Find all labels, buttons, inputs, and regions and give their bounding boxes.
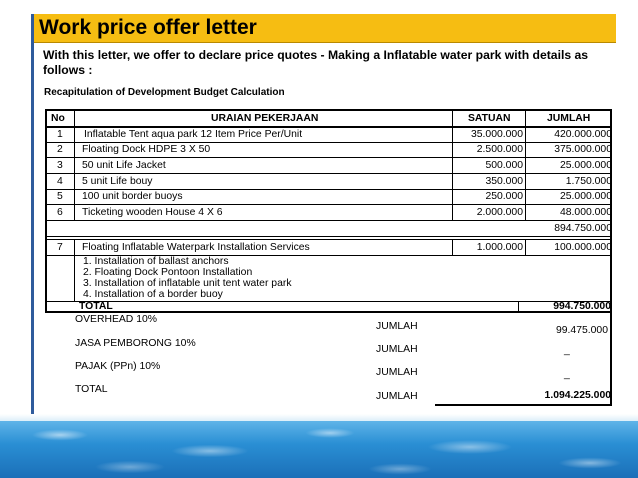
summary-label: PAJAK (PPn) 10%	[75, 361, 161, 372]
row-description: Floating Inflatable Waterpark Installation Services	[82, 242, 310, 253]
row-amount: 25.000.000	[559, 160, 612, 171]
row-unit-price: 2.500.000	[476, 144, 523, 155]
row-description: 5 unit Life bouy	[82, 176, 153, 187]
summary-label: OVERHEAD 10%	[75, 314, 157, 325]
row-amount: 1.750.000	[565, 176, 612, 187]
installation-item: 3. Installation of inflatable unit tent water park	[83, 278, 292, 289]
row-description: Ticketing wooden House 4 X 6	[82, 207, 223, 218]
row-description: 50 unit Life Jacket	[82, 160, 166, 171]
page-title: Work price offer letter	[39, 16, 257, 39]
intro-text: With this letter, we offer to declare price quotes - Making a Inflatable water park with details as follows :	[43, 48, 589, 77]
summary-jumlah: JUMLAH	[376, 321, 418, 332]
header-amount: JUMLAH	[547, 113, 591, 124]
header-unit-price: SATUAN	[468, 113, 511, 124]
row-amount: 48.000.000	[559, 207, 612, 218]
row-amount: 25.000.000	[559, 191, 612, 202]
summary-jumlah: JUMLAH	[376, 391, 418, 402]
header-description: URAIAN PEKERJAAN	[211, 113, 319, 124]
row-amount: 375.000.000	[554, 144, 612, 155]
row-unit-price: 35.000.000	[470, 129, 523, 140]
summary-jumlah: JUMLAH	[376, 367, 418, 378]
header-no: No	[51, 113, 65, 124]
row-unit-price: 1.000.000	[476, 242, 523, 253]
row-description: Inflatable Tent aqua park 12 Item Price Per/Unit	[84, 129, 303, 140]
installation-item: 1. Installation of ballast anchors	[83, 256, 229, 267]
row-amount: 100.000.000	[554, 242, 612, 253]
row-description: 100 unit border buoys	[82, 191, 183, 202]
summary-value: 99.475.000	[555, 325, 608, 336]
summary-label: TOTAL	[75, 384, 108, 395]
row-unit-price: 250.000	[485, 191, 523, 202]
row-no: 1	[57, 129, 63, 140]
row-no: 7	[57, 242, 63, 253]
summary-value: _	[564, 369, 570, 380]
subtotal-amount: 894.750.000	[554, 223, 612, 234]
water-background	[0, 421, 638, 478]
row-no: 4	[57, 176, 63, 187]
budget-table	[45, 109, 613, 412]
row-unit-price: 500.000	[485, 160, 523, 171]
summary-jumlah: JUMLAH	[376, 344, 418, 355]
total-label: TOTAL	[79, 301, 113, 312]
row-no: 6	[57, 207, 63, 218]
row-unit-price: 350.000	[485, 176, 523, 187]
summary-label: JASA PEMBORONG 10%	[75, 338, 196, 349]
summary-value: _	[564, 345, 570, 356]
installation-item: 2. Floating Dock Pontoon Installation	[83, 267, 253, 278]
row-description: Floating Dock HDPE 3 X 50	[82, 144, 211, 155]
row-no: 2	[57, 144, 63, 155]
row-no: 5	[57, 191, 63, 202]
row-amount: 420.000.000	[554, 129, 612, 140]
row-unit-price: 2.000.000	[476, 207, 523, 218]
section-subheading: Recapitulation of Development Budget Calculation	[44, 87, 285, 98]
row-no: 3	[57, 160, 63, 171]
total-amount: 994.750.000	[553, 301, 611, 312]
accent-bar	[31, 14, 34, 414]
summary-total-value: 1.094.225.000	[544, 390, 611, 401]
title-bar	[34, 14, 616, 43]
installation-item: 4. Installation of a border buoy	[83, 289, 223, 300]
